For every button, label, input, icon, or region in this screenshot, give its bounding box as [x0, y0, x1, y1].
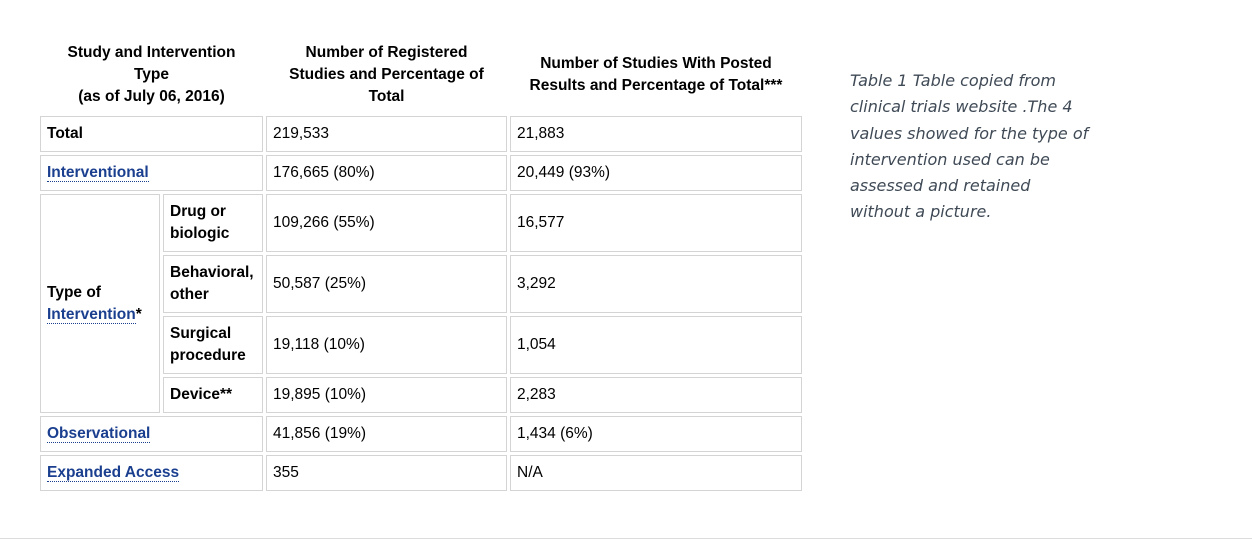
cell-registered: 41,856 (19%)	[266, 416, 507, 452]
cell-posted: 16,577	[510, 194, 802, 252]
cell-registered: 219,533	[266, 116, 507, 152]
intervention-link[interactable]: Intervention	[47, 305, 136, 323]
subtype-label-surgical: Surgical procedure	[163, 316, 263, 374]
type-of-intervention-cell	[40, 194, 160, 413]
row-label-cell	[40, 155, 263, 191]
subtype-label-device: Device**	[163, 377, 263, 413]
cell-registered: 109,266 (55%)	[266, 194, 507, 252]
trials-statistics-table	[37, 34, 805, 494]
cell-registered: 19,118 (10%)	[266, 316, 507, 374]
table-row-expanded-access	[40, 455, 802, 491]
row-label-cell	[40, 455, 263, 491]
table-row-drug	[40, 194, 802, 252]
caption-line: assessed and retained	[850, 176, 1031, 196]
header-registered: Number of Registered Studies and Percentage of Total	[289, 44, 484, 105]
cell-posted: 20,449 (93%)	[510, 155, 802, 191]
table-caption	[850, 68, 1150, 226]
observational-link[interactable]: Observational	[47, 425, 151, 442]
interventional-link[interactable]: Interventional	[47, 164, 149, 181]
table-row-observational	[40, 416, 802, 452]
trials-table-container	[37, 34, 805, 494]
cell-posted: 1,054	[510, 316, 802, 374]
subtype-label-drug: Drug or biologic	[163, 194, 263, 252]
subtype-label-behavioral: Behavioral, other	[163, 255, 263, 313]
expanded-access-link[interactable]: Expanded Access	[47, 464, 180, 481]
cell-posted: 3,292	[510, 255, 802, 313]
table-row-interventional	[40, 155, 802, 191]
cell-posted: 21,883	[510, 116, 802, 152]
table-header-row	[40, 37, 802, 113]
cell-posted: 2,283	[510, 377, 802, 413]
cell-posted: 1,434 (6%)	[510, 416, 802, 452]
header-study-type: Study and Intervention Type (as of July 06, 2016)	[67, 44, 236, 105]
caption-line: without a picture.	[850, 202, 992, 222]
type-of-label: Type of	[47, 283, 101, 301]
caption-line: values showed for the type of	[850, 123, 1089, 143]
caption-line: clinical trials website .The 4	[850, 97, 1073, 117]
cell-posted: N/A	[510, 455, 802, 491]
header-posted: Number of Studies With Posted Results and Percentage of Total***	[529, 55, 783, 94]
row-label-cell	[40, 416, 263, 452]
caption-line: intervention used can be	[850, 149, 1050, 169]
row-label-total: Total	[40, 116, 263, 152]
bottom-divider	[0, 538, 1252, 539]
caption-line: Table 1 Table copied from	[850, 71, 1056, 90]
intervention-footnote-mark: *	[135, 305, 142, 323]
cell-registered: 355	[266, 455, 507, 491]
cell-registered: 50,587 (25%)	[266, 255, 507, 313]
table-row-total	[40, 116, 802, 152]
cell-registered: 19,895 (10%)	[266, 377, 507, 413]
cell-registered: 176,665 (80%)	[266, 155, 507, 191]
